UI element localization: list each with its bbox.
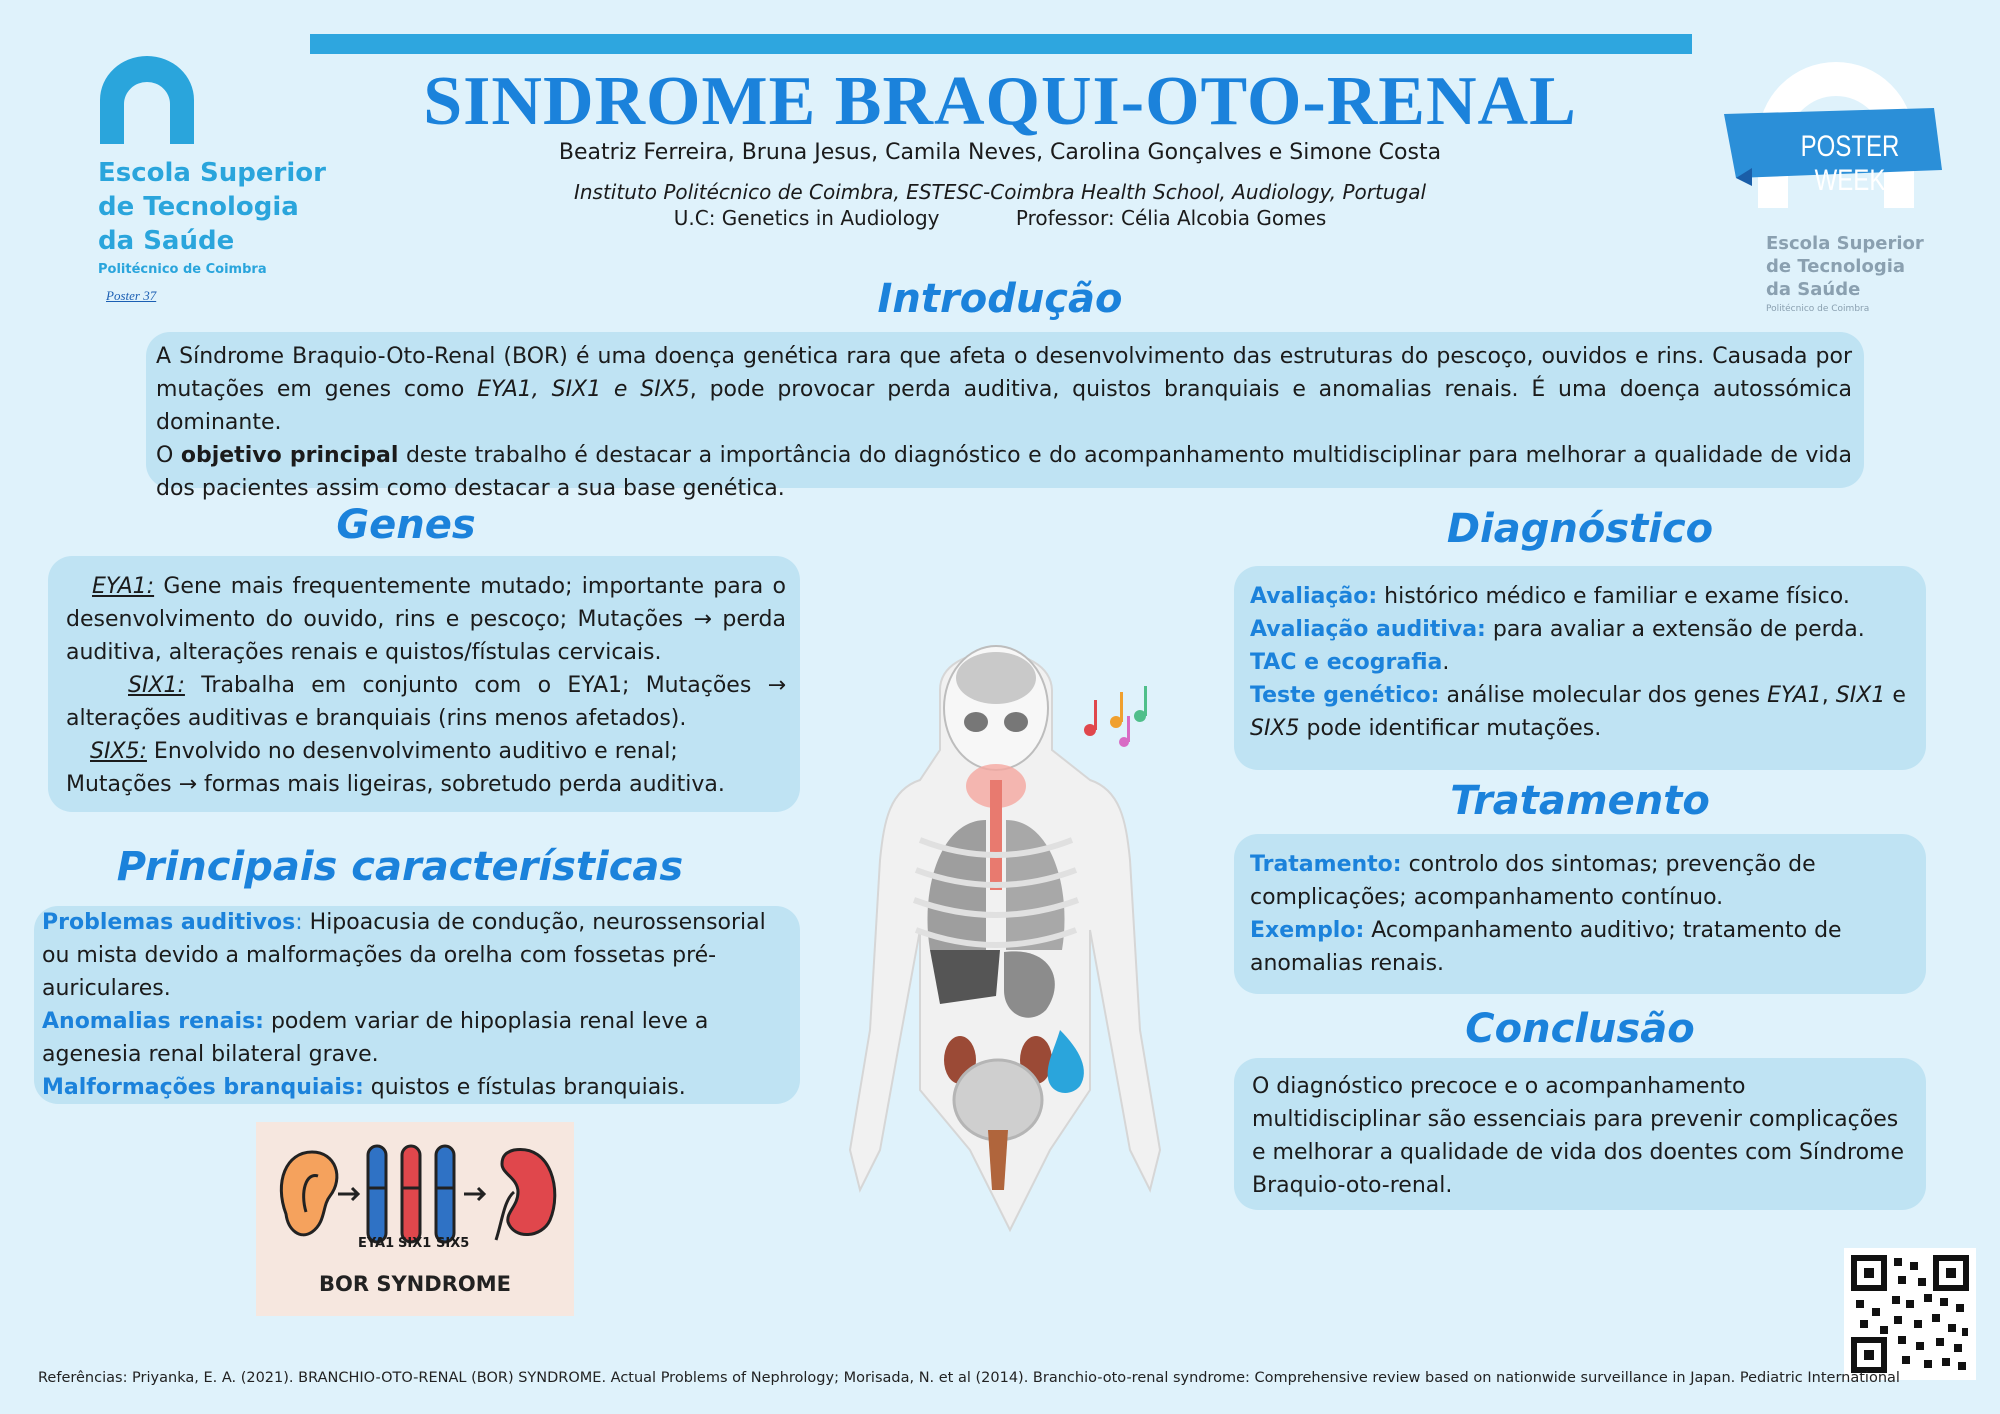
diagnostico-heading: Diagnóstico bbox=[1446, 506, 1714, 552]
genes-box: EYA1: Gene mais frequentemente mutado; importante para o desenvolvimento do ouvido, rins e pescoço; Mutações → perda auditiva, alterações renais e quistos/fístulas cervicais. SIX1: Trabalha em conjunto com o EYA1; Mutações → alterações auditivas e branquiais (rins menos afetados). SIX5: Envolvido no desenvolvimento auditivo e renal; Mutações → formas mais ligeiras, sobretudo perda auditiva. bbox=[48, 556, 800, 812]
caracteristica-item: Problemas auditivos: Hipoacusia de condução, neurossensorial ou mista devido a malformações da orelha com fossetas pré-auriculares. bbox=[42, 910, 766, 1001]
poster-title: SINDROME BRAQUI-OTO-RENAL bbox=[423, 63, 1577, 140]
professor: Professor: Célia Alcobia Gomes bbox=[1015, 206, 1327, 230]
caracteristica-item: Anomalias renais: podem variar de hipoplasia renal leve a agenesia renal bilateral grave. bbox=[42, 1009, 709, 1067]
bor-gene-labels bbox=[256, 1112, 574, 1262]
institution: Instituto Politécnico de Coimbra, ESTESC-Coimbra Health School, Audiology, Portugal bbox=[573, 180, 1427, 204]
gene-eya1: EYA1: Gene mais frequentemente mutado; importante para o desenvolvimento do ouvido, rins e pescoço; Mutações → perda auditiva, alterações renais e quistos/fístulas cervicais. bbox=[66, 574, 786, 665]
human-anatomy-illustration bbox=[790, 630, 1220, 1266]
caracteristicas-heading: Principais características bbox=[116, 844, 684, 890]
logo-right-subtitle: Politécnico de Coimbra bbox=[1766, 304, 1870, 314]
caracteristicas-box bbox=[34, 906, 800, 1104]
diagnostico-box: Avaliação: histórico médico e familiar e exame físico. Avaliação auditiva: para avaliar a extensão de perda. TAC e ecografia. Teste genético: análise molecular dos genes EYA1, SIX1 e SIX5 pode identificar mutações. bbox=[1234, 566, 1926, 770]
gene-six1: SIX1: Trabalha em conjunto com o EYA1; Mutações → alterações auditivas e branquiais (rins menos afetados). bbox=[66, 673, 786, 731]
bor-caption: BOR SYNDROME bbox=[319, 1272, 511, 1296]
gene-label: SIX5 bbox=[436, 1236, 470, 1251]
poster-week-banner: POSTER WEEK bbox=[1800, 130, 1900, 197]
intro-heading: Introdução bbox=[877, 276, 1123, 322]
gene-label: SIX1 bbox=[398, 1236, 432, 1251]
logo-left-subtitle: Politécnico de Coimbra bbox=[98, 262, 267, 277]
genes-heading: Genes bbox=[336, 502, 476, 548]
tratamento-heading: Tratamento bbox=[1450, 778, 1710, 824]
authors: Beatriz Ferreira, Bruna Jesus, Camila Neves, Carolina Gonçalves e Simone Costa bbox=[558, 140, 1442, 165]
course-unit: U.C: Genetics in Audiology bbox=[673, 206, 940, 230]
top-accent-bar bbox=[310, 34, 1692, 54]
qr-code-icon bbox=[1844, 1248, 1976, 1380]
conclusao-box: O diagnóstico precoce e o acompanhamento multidisciplinar são essenciais para prevenir complicações e melhorar a qualidade de vida dos doentes com Síndrome Braquio-oto-renal. bbox=[1234, 1058, 1926, 1210]
logo-left-name: Escola Superior de Tecnologia da Saúde bbox=[98, 158, 326, 256]
references: Referências: Priyanka, E. A. (2021). BRANCHIO-OTO-RENAL (BOR) SYNDROME. Actual Problems of Nephrology; Morisada, N. et al (2014). Branchio-oto-renal syndrome: Comprehensive review based on nationwide surveillance in Japan. Pediatric International bbox=[38, 1370, 1900, 1386]
gene-label: EYA1 bbox=[358, 1236, 395, 1251]
qr-code[interactable] bbox=[1844, 1248, 1976, 1380]
caracteristica-item: Malformações branquiais: quistos e fístulas branquiais. bbox=[42, 1075, 686, 1100]
tratamento-box: Tratamento: controlo dos sintomas; prevenção de complicações; acompanhamento contínuo. Exemplo: Acompanhamento auditivo; tratamento de anomalias renais. bbox=[1234, 834, 1926, 994]
conclusao-heading: Conclusão bbox=[1465, 1006, 1695, 1052]
logo-right-name: Escola Superior de Tecnologia da Saúde bbox=[1766, 233, 1924, 300]
poster-number-link[interactable]: Poster 37 bbox=[106, 288, 157, 303]
estesc-logo-arch-icon bbox=[98, 54, 196, 146]
intro-box: A Síndrome Braquio-Oto-Renal (BOR) é uma doença genética rara que afeta o desenvolvimento das estruturas do pescoço, ouvidos e rins. Causada por mutações em genes como EYA1, SIX1 e SIX5, pode provocar perda auditiva, quistos branquiais e anomalias renais. É uma doença autossómica dominante. O objetivo principal deste trabalho é destacar a importância do diagnóstico e do acompanhamento multidisciplinar para melhorar a qualidade de vida dos pacientes assim como destacar a sua base genética. bbox=[146, 332, 1864, 488]
gene-six5: SIX5: Envolvido no desenvolvimento auditivo e renal; bbox=[90, 739, 678, 764]
